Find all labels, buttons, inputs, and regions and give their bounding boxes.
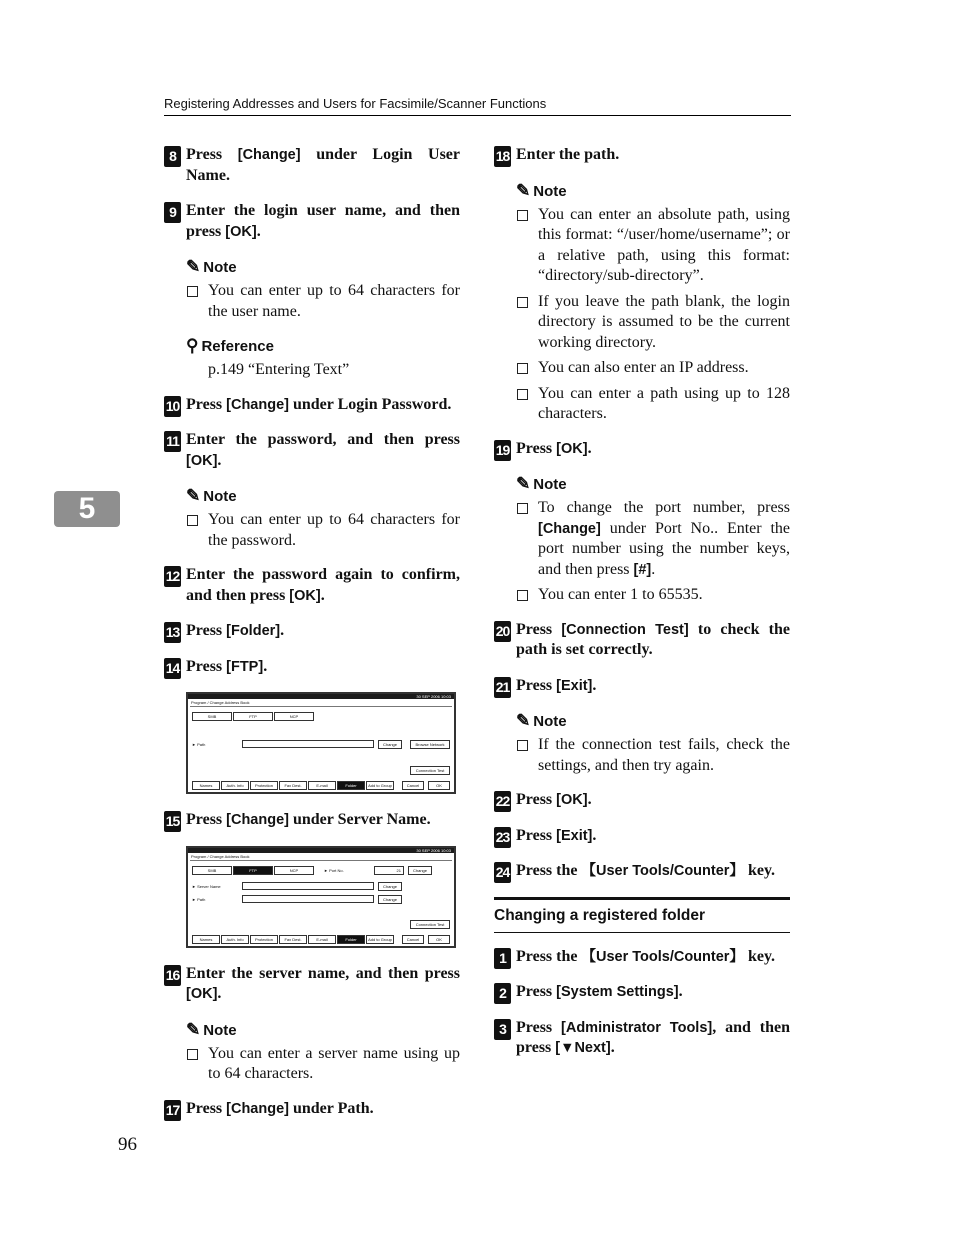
- step-number: 2: [494, 983, 511, 1004]
- change-button[interactable]: Change: [378, 740, 402, 749]
- step-number: 8: [164, 146, 181, 167]
- path-label: ► Path: [192, 742, 206, 747]
- cancel-button[interactable]: Cancel: [402, 781, 424, 790]
- sub-step-2: 2 Press [System Settings].: [494, 982, 790, 1003]
- bottom-tab-add-to-group[interactable]: Add to Group: [366, 935, 394, 944]
- checkbox-bullet-icon: [517, 210, 528, 221]
- step-19: 19 Press [OK].: [494, 439, 790, 460]
- note-title: ✎ Note: [186, 1019, 237, 1039]
- step-number: 21: [494, 677, 511, 698]
- note-title: ✎ Note: [516, 711, 567, 730]
- key-label: [Change]: [226, 1100, 289, 1117]
- bottom-tab-email[interactable]: E-mail: [308, 781, 336, 790]
- bottom-tab-names[interactable]: Names: [192, 781, 220, 790]
- section-heading: [494, 897, 790, 933]
- screen-status-bar: 30 SEP 2006 10:03: [188, 694, 454, 699]
- step-17: 17 Press [Change] under Path.: [164, 1099, 460, 1120]
- key-label: [Change]: [226, 812, 289, 828]
- screen-title: Program / Change Address Book: [191, 853, 250, 859]
- page-number: 96: [118, 1134, 137, 1155]
- key-label: [Connection Test]: [561, 621, 689, 638]
- key-label: [Administrator Tools]: [561, 1019, 713, 1036]
- pencil-icon: ✎: [516, 180, 531, 200]
- note-item: You can enter 1 to 65535.: [516, 585, 790, 606]
- step-number: 15: [164, 811, 181, 832]
- connection-test-button[interactable]: Connection Test: [410, 766, 450, 775]
- key-label: [#]: [633, 561, 652, 578]
- key-label: [OK]: [556, 792, 588, 808]
- note-block: [186, 257, 460, 322]
- checkbox-bullet-icon: [517, 740, 528, 751]
- step-15: 15 Press [Change] under Server Name.: [164, 810, 460, 831]
- key-label: [Exit]: [556, 677, 593, 694]
- note-title: ✎ Note: [516, 474, 567, 493]
- connection-test-button[interactable]: Connection Test: [410, 920, 450, 929]
- step-number: 3: [494, 1019, 511, 1040]
- cancel-button[interactable]: Cancel: [402, 935, 424, 944]
- tab-smb[interactable]: SMB: [192, 866, 232, 875]
- note-block: [186, 486, 460, 551]
- step-number: 1: [494, 948, 511, 969]
- step-number: 19: [494, 440, 511, 461]
- note-item: You can enter up to 64 characters for the user name.: [186, 281, 460, 322]
- tab-ncp[interactable]: NCP: [274, 866, 314, 875]
- path-field[interactable]: [242, 740, 374, 748]
- tab-ncp[interactable]: NCP: [274, 712, 314, 721]
- tab-ftp[interactable]: FTP: [233, 866, 273, 875]
- port-label: ► Port No.: [324, 867, 344, 873]
- step-13: 13 Press [Folder].: [164, 621, 460, 642]
- pencil-icon: ✎: [186, 486, 201, 505]
- pencil-icon: ✎: [186, 257, 201, 276]
- key-label: [▼Next]: [555, 1040, 611, 1056]
- step-number: 13: [164, 622, 181, 643]
- step-number: 20: [494, 621, 511, 642]
- checkbox-bullet-icon: [187, 286, 198, 297]
- bottom-tab-auth-info[interactable]: Auth. Info: [221, 935, 249, 944]
- reference-title: ⚲ Reference: [186, 336, 274, 355]
- key-label: 【User Tools/Counter】: [581, 948, 744, 965]
- server-name-field[interactable]: [242, 882, 374, 890]
- chapter-tab: 5: [54, 491, 120, 527]
- note-item: You can enter an absolute path, using this format: “/user/home/username”; or a relative path, using this format: “directory/sub-directory”.: [516, 205, 790, 287]
- note-block: [516, 181, 790, 425]
- key-label: 【User Tools/Counter】: [581, 863, 744, 879]
- key-label: [Change]: [538, 520, 601, 537]
- sub-step-3: 3 Press [Administrator Tools], and then press [▼Next].: [494, 1018, 790, 1059]
- ok-button[interactable]: OK: [428, 935, 450, 944]
- step-22: 22 Press [OK].: [494, 790, 790, 811]
- path-change-button[interactable]: Change: [378, 895, 402, 904]
- screen-title: Program / Change Address Book: [191, 700, 250, 705]
- key-label: [System Settings]: [556, 984, 679, 1000]
- port-field[interactable]: 21: [374, 866, 404, 875]
- bottom-tab-protection[interactable]: Protection: [250, 935, 278, 944]
- key-label: [OK]: [289, 587, 321, 604]
- key-label: [Exit]: [556, 827, 593, 844]
- checkbox-bullet-icon: [517, 297, 528, 308]
- server-name-label: ► Server Name: [192, 883, 221, 889]
- step-number: 22: [494, 791, 511, 812]
- bottom-tab-names[interactable]: Names: [192, 935, 220, 944]
- checkbox-bullet-icon: [517, 590, 528, 601]
- checkbox-bullet-icon: [517, 363, 528, 374]
- key-label: [OK]: [186, 452, 218, 469]
- step-10: 10 Press [Change] under Login Password.: [164, 395, 460, 416]
- bottom-tab-protection[interactable]: Protection: [250, 781, 278, 790]
- key-label: [OK]: [186, 986, 218, 1002]
- note-block: [186, 1020, 460, 1085]
- bottom-tab-auth-info[interactable]: Auth. Info: [221, 781, 249, 790]
- path-label: ► Path: [192, 896, 206, 902]
- checkbox-bullet-icon: [187, 1049, 198, 1060]
- screen-status-bar: 30 SEP 2006 10:03: [188, 848, 454, 853]
- bottom-tab-email[interactable]: E-mail: [308, 935, 336, 944]
- key-label: [Change]: [237, 147, 301, 163]
- checkbox-bullet-icon: [187, 515, 198, 526]
- bottom-tab-folder[interactable]: Folder: [337, 935, 365, 944]
- screenshot-ftp-server: [186, 846, 456, 948]
- left-column: [164, 145, 460, 1134]
- step-21: 21 Press [Exit].: [494, 676, 790, 697]
- step-20: 20 Press [Connection Test] to check the path is set correctly.: [495, 620, 790, 658]
- reference-block: [186, 336, 460, 381]
- step-9: 9 Enter the login user name, and then press [OK].: [164, 201, 460, 242]
- step-18: 18 Enter the path.: [494, 145, 790, 166]
- checkbox-bullet-icon: [517, 503, 528, 514]
- note-title: ✎ Note: [516, 180, 567, 200]
- note-title: ✎ Note: [186, 486, 237, 505]
- step-14: 14 Press [FTP].: [164, 657, 460, 678]
- port-change-button[interactable]: Change: [408, 866, 432, 875]
- browse-network-button[interactable]: Browse Network: [410, 740, 450, 749]
- note-block: [516, 711, 790, 776]
- server-change-button[interactable]: Change: [378, 882, 402, 891]
- step-23: 23 Press [Exit].: [494, 826, 790, 847]
- step-number: 16: [164, 965, 181, 986]
- note-item: If you leave the path blank, the login directory is assumed to be the current working directory.: [516, 292, 790, 354]
- bottom-tab-fax-dest[interactable]: Fax Dest.: [279, 935, 307, 944]
- screenshot-ftp-path: [186, 692, 456, 794]
- step-12: 12 Enter the password again to confirm, and then press [OK].: [165, 566, 460, 604]
- key-label: [Change]: [226, 396, 289, 413]
- key-label: [Folder]: [226, 623, 281, 639]
- step-24: 24 Press the 【User Tools/Counter】 key.: [494, 861, 790, 882]
- bottom-tab-add-to-group[interactable]: Add to Group: [366, 781, 394, 790]
- step-number: 12: [164, 566, 181, 587]
- step-16: 16 Enter the server name, and then press [OK].: [165, 964, 460, 1002]
- note-item: You can enter a server name using up to 64 characters.: [186, 1044, 460, 1085]
- step-number: 9: [164, 202, 181, 223]
- section-title: Changing a registered folder: [494, 900, 790, 933]
- reference-text: p.149 “Entering Text”: [208, 361, 350, 378]
- step-number: 11: [164, 431, 181, 452]
- key-label: [OK]: [225, 223, 257, 240]
- path-field[interactable]: [242, 895, 374, 903]
- running-header: [164, 96, 791, 116]
- step-number: 24: [494, 862, 511, 883]
- ok-button[interactable]: OK: [428, 781, 450, 790]
- note-item: To change the port number, press [Change] under Port No.. Enter the port number using the number keys, and then press [#].: [516, 498, 790, 580]
- note-item: You can also enter an IP address.: [516, 358, 790, 379]
- sub-step-1: 1 Press the 【User Tools/Counter】 key.: [494, 947, 790, 968]
- bottom-tab-folder[interactable]: Folder: [337, 781, 365, 790]
- tab-smb[interactable]: SMB: [192, 712, 232, 721]
- pencil-icon: ✎: [516, 474, 531, 493]
- header-title: Registering Addresses and Users for Facsimile/Scanner Functions: [164, 96, 547, 111]
- key-label: [FTP]: [226, 658, 264, 675]
- note-title: ✎ Note: [186, 257, 237, 276]
- note-item: You can enter up to 64 characters for the password.: [186, 510, 460, 551]
- screen-divider: [190, 706, 452, 707]
- magnifier-icon: ⚲: [186, 336, 199, 355]
- step-number: 14: [164, 658, 181, 679]
- step-number: 18: [494, 146, 511, 167]
- right-column: [494, 145, 790, 1074]
- step-8: 8 Press [Change] under Login User Name.: [164, 145, 460, 186]
- note-item: If the connection test fails, check the settings, and then try again.: [516, 735, 790, 776]
- tab-ftp[interactable]: FTP: [233, 712, 273, 721]
- key-label: [OK]: [556, 440, 588, 457]
- pencil-icon: ✎: [516, 711, 531, 730]
- step-number: 10: [164, 396, 181, 417]
- step-11: 11 Enter the password, and then press [OK].: [164, 430, 460, 471]
- checkbox-bullet-icon: [517, 389, 528, 400]
- bottom-tab-fax-dest[interactable]: Fax Dest.: [279, 781, 307, 790]
- note-item: You can enter a path using up to 128 characters.: [516, 384, 790, 425]
- pencil-icon: ✎: [186, 1019, 201, 1039]
- step-number: 23: [494, 827, 511, 848]
- step-number: 17: [164, 1100, 181, 1121]
- note-block: [516, 474, 790, 606]
- screen-divider: [190, 860, 452, 861]
